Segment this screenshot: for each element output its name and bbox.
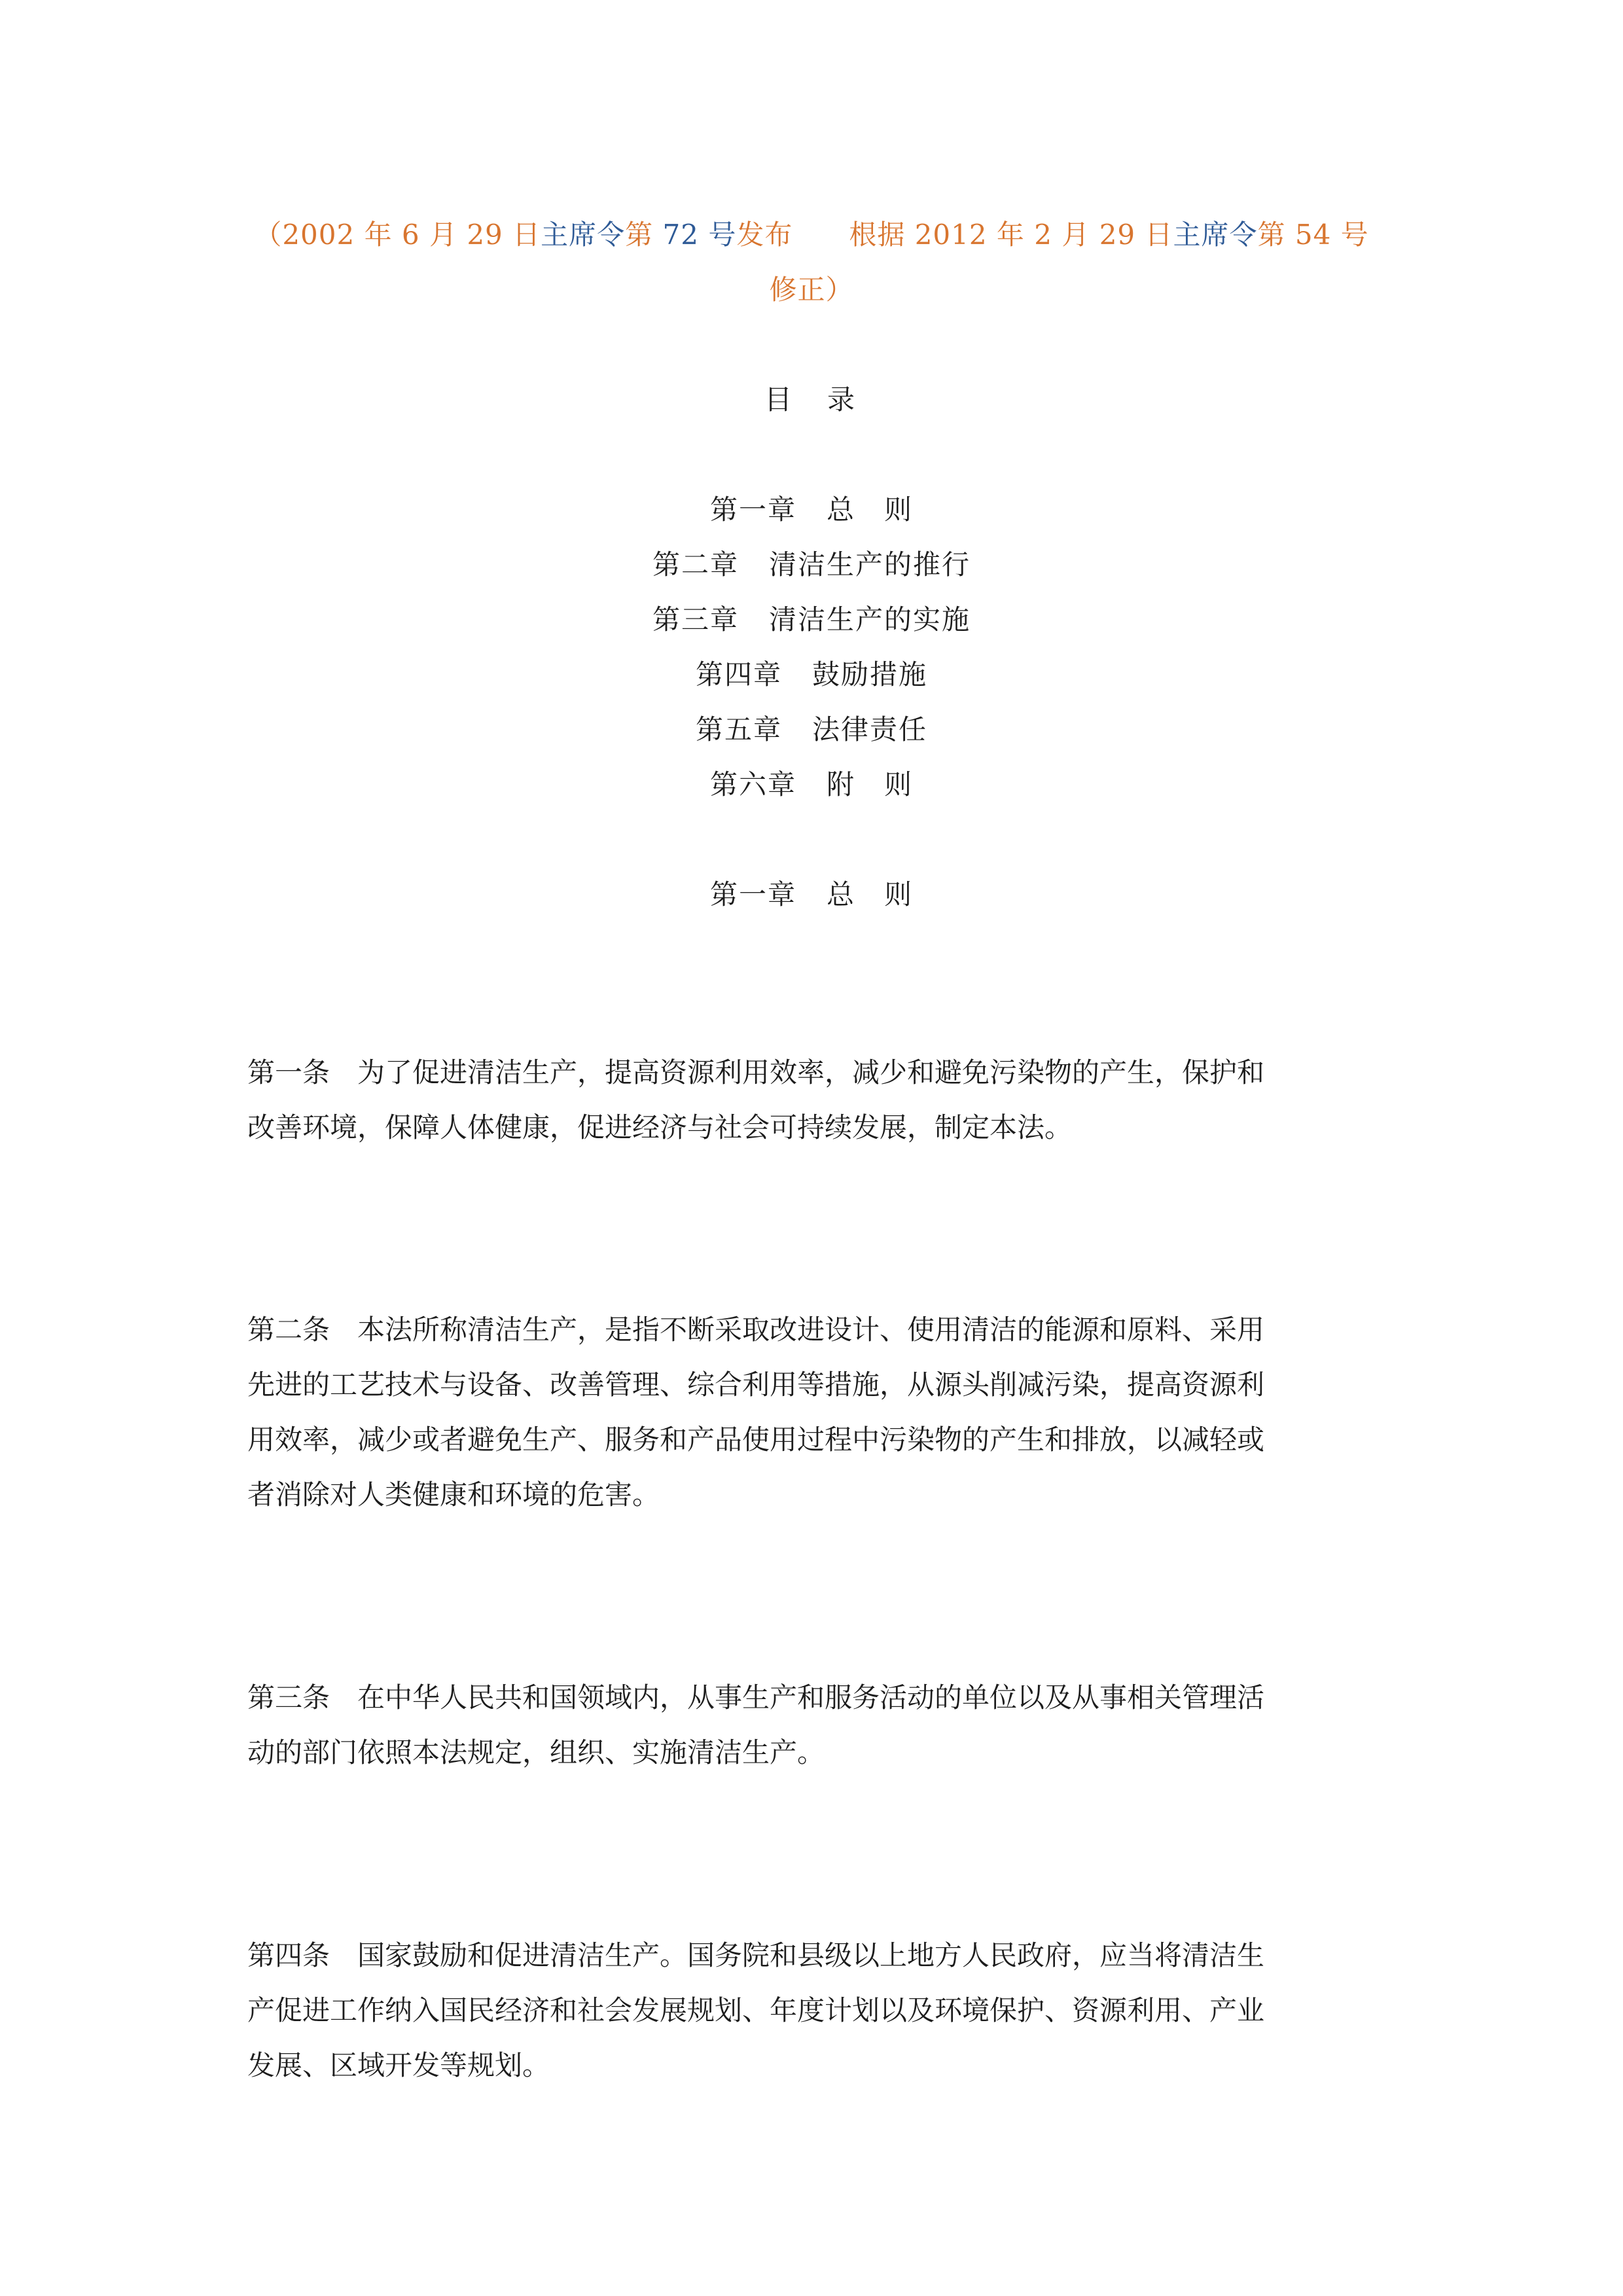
- article-line: 改善环境，保障人体健康，促进经济与社会可持续发展，制定本法。: [247, 1111, 1073, 1143]
- promulgation-note-line-2: 修正）: [769, 274, 854, 306]
- article-text: 为了促进清洁生产，提高资源利用效率，减少和避免污染物的产生，保护和: [357, 1056, 1265, 1088]
- toc-item-name: 附 则: [827, 768, 914, 800]
- header-seg-1[interactable]: 主席令: [541, 219, 626, 251]
- article-1: [247, 1045, 1387, 1155]
- article-line: 发展、区域开发等规划。: [247, 2049, 550, 2081]
- article-line: 用效率，减少或者避免生产、服务和产品使用过程中污染物的产生和排放，以减轻或: [247, 1424, 1265, 1456]
- toc-item-name: 清洁生产的推行: [769, 548, 971, 581]
- toc-item[interactable]: [0, 543, 1623, 583]
- toc-item[interactable]: [0, 708, 1623, 747]
- toc-item-name: 清洁生产的实施: [769, 603, 971, 636]
- article-line: 产促进工作纳入国民经济和社会发展规划、年度计划以及环境保护、资源利用、产业: [247, 1994, 1265, 2026]
- toc-item[interactable]: [0, 653, 1623, 692]
- chapter-heading: [0, 873, 1623, 912]
- article-3: [247, 1670, 1387, 1780]
- header-seg-2: 第: [625, 219, 654, 251]
- toc-item-name: 法律责任: [812, 713, 928, 745]
- article-line: [247, 1045, 1387, 1100]
- article-number: 第三条: [247, 1681, 330, 1713]
- header-seg-7: 第 54 号: [1257, 219, 1369, 251]
- toc-item-num: 第一章: [709, 493, 796, 526]
- toc-title: 目 录: [764, 384, 859, 416]
- chapter-heading-name: 总 则: [827, 878, 914, 910]
- article-number: 第一条: [247, 1056, 330, 1088]
- toc-item-num: 第四章: [695, 658, 782, 691]
- toc-item-num: 第二章: [652, 548, 739, 581]
- header-seg-0: （2002 年 6 月 29 日: [254, 219, 541, 251]
- toc-item[interactable]: [0, 598, 1623, 637]
- chapter-heading-num: 第一章: [709, 878, 796, 910]
- toc-item[interactable]: [0, 763, 1623, 802]
- article-line: 先进的工艺技术与设备、改善管理、综合利用等措施，从源头削减污染，提高资源利: [247, 1369, 1265, 1401]
- article-4: [247, 1928, 1387, 2093]
- article-line: 动的部门依照本法规定，组织、实施清洁生产。: [247, 1736, 825, 1768]
- toc-item-num: 第五章: [695, 713, 782, 745]
- header-seg-5: 根据 2012 年 2 月 29 日: [793, 219, 1173, 251]
- article-line: [247, 1302, 1387, 1357]
- toc-item-name: 鼓励措施: [812, 658, 928, 691]
- article-number: 第二条: [247, 1314, 330, 1346]
- article-text: 本法所称清洁生产，是指不断采取改进设计、使用清洁的能源和原料、采用: [357, 1314, 1265, 1346]
- promulgation-note-line-1: [0, 213, 1623, 253]
- article-2: [247, 1302, 1387, 1522]
- article-line: 者消除对人类健康和环境的危害。: [247, 1479, 660, 1511]
- article-line: [247, 1928, 1387, 1983]
- header-seg-4: 发布: [736, 219, 793, 251]
- article-number: 第四条: [247, 1939, 330, 1971]
- toc-item-num: 第三章: [652, 603, 739, 636]
- article-line: [247, 1670, 1387, 1725]
- toc-item[interactable]: [0, 488, 1623, 528]
- header-seg-3[interactable]: 72 号: [653, 219, 737, 251]
- toc-item-name: 总 则: [827, 493, 914, 526]
- toc-item-num: 第六章: [709, 768, 796, 800]
- header-seg-6[interactable]: 主席令: [1173, 219, 1258, 251]
- article-text: 国家鼓励和促进清洁生产。国务院和县级以上地方人民政府，应当将清洁生: [357, 1939, 1265, 1971]
- article-text: 在中华人民共和国领域内，从事生产和服务活动的单位以及从事相关管理活: [357, 1681, 1265, 1713]
